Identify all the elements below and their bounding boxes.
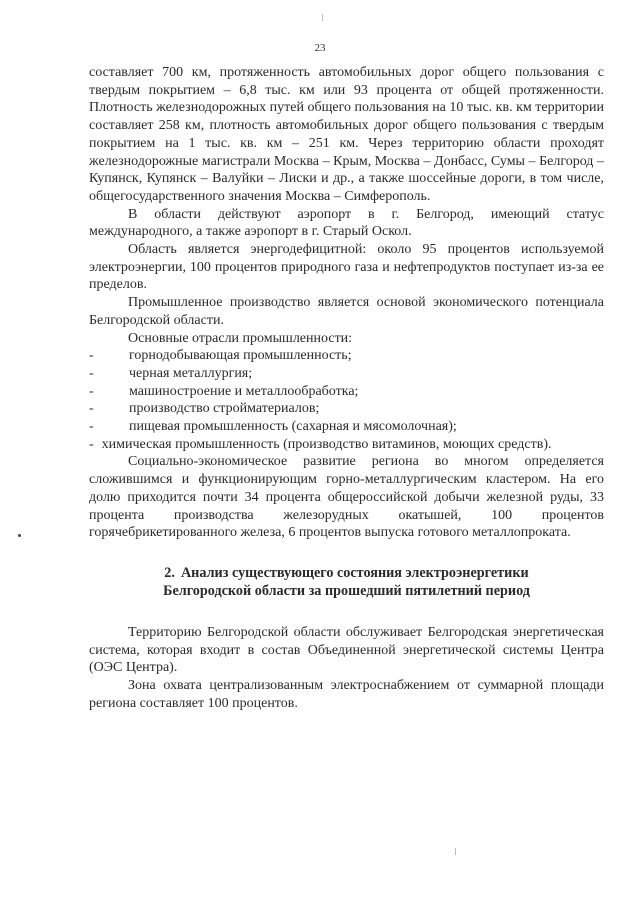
- list-item: - черная металлургия;: [89, 365, 253, 381]
- section-title-line1: Анализ существующего состояния электроэнергетики: [180, 564, 529, 581]
- paragraph-airports: В области действуют аэропорт в г. Белгород, имеющий статус международного, а также аэропорт в г. Старый Оскол.: [89, 206, 604, 240]
- list-item: - горнодобывающая промышленность;: [89, 348, 352, 364]
- list-item: - химическая промышленность (производство витаминов, моющих средств).: [89, 436, 552, 452]
- scan-speck: [322, 14, 323, 21]
- paragraph-energy-deficit: Область является энергодефицитной: около 95 процентов используемой электроэнергии, 100 процентов природного газа и нефтепродуктов поступает из-за ее пределов.: [89, 242, 604, 293]
- section-heading: [89, 564, 604, 600]
- section-number: 2.: [164, 564, 175, 581]
- scan-dot: [18, 534, 21, 537]
- paragraph-transport: составляет 700 км, протяженность автомобильных дорог общего пользования с твердым покрытием – 6,8 тыс. км или 93 процента от общей протяженности. Плотность железнодорожных путей общего пользования на 10 тыс. кв. км территории составляет 258 км, плотность автомобильных дорог общего пользования с твердым покрытием на 1 тыс. кв. км – 251 км. Через территорию области проходят железнодорожные магистрали Москва – Крым, Москва – Донбасс, Сумы – Белгород – Купянск, Купянск – Валуйки – Лиски и др., а также шоссейные дороги, в том числе, общегосударственного значения Москва – Симферополь.: [89, 65, 604, 204]
- list-item: - пищевая промышленность (сахарная и мясомолочная);: [89, 419, 457, 435]
- section-title-line2: Белгородской области за прошедший пятилетний период: [163, 582, 530, 599]
- page-number: 23: [314, 42, 326, 54]
- list-item: - машиностроение и металлообработка;: [89, 383, 359, 399]
- paragraph-industry: Промышленное производство является основой экономического потенциала Белгородской области.: [89, 295, 604, 328]
- paragraph-industries-intro: Основные отрасли промышленности:: [128, 330, 353, 346]
- paragraph-energy-system: Территорию Белгородской области обслуживает Белгородская энергетическая система, которая входит в состав Объединенной энергетической системы Центра (ОЭС Центра).: [89, 624, 604, 676]
- list-item: - производство стройматериалов;: [89, 401, 320, 417]
- paragraph-coverage: Зона охвата централизованным электроснабжением от суммарной площади региона составляет 100 процентов.: [89, 678, 604, 711]
- paragraph-mining-cluster: Социально-экономическое развитие региона во многом определяется сложившимся и функционирующим горно-металлургическим кластером. На его долю приходится почти 34 процента общероссийской добычи железной руды, 33 процента производства железорудных окатышей, 100 процентов горячебрикетированного железа, 6 процентов выпуска готового металлопроката.: [89, 454, 604, 541]
- document-body: [89, 64, 604, 713]
- industries-list: [89, 347, 604, 453]
- scan-speck: [455, 848, 456, 855]
